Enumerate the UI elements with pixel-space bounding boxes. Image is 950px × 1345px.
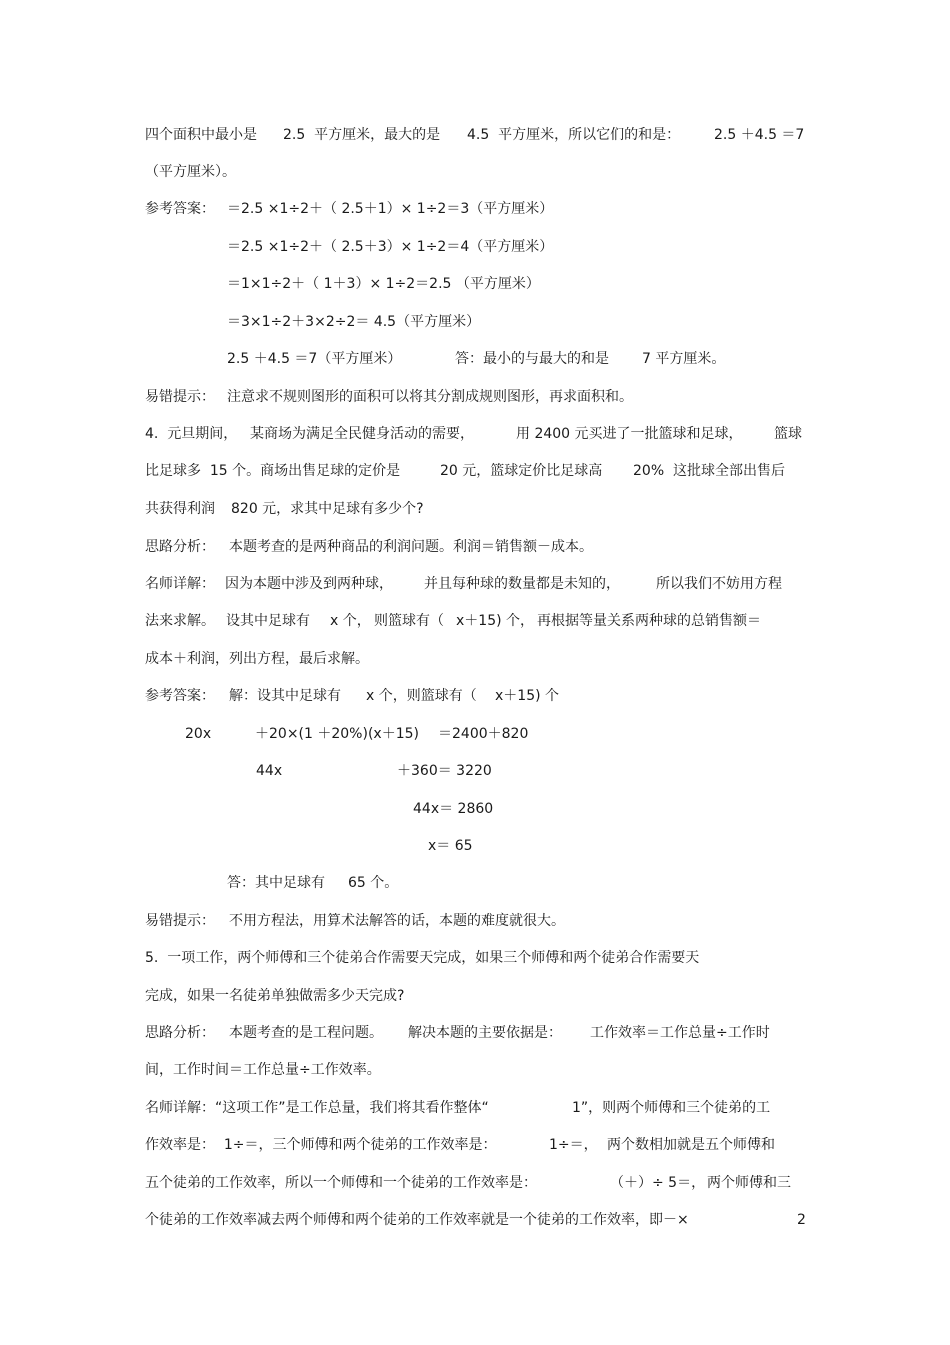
line-text: 五个徒弟的工作效率，所以一个师傅和一个徒弟的工作效率是： (145, 1175, 537, 1191)
line-text: 5. 一项工作，两个师傅和三个徒弟合作需要天完成，如果三个师傅和两个徒弟合作需要天 (145, 950, 700, 966)
text-line (0, 573, 950, 595)
line-text: 44x＝ 2860 (413, 801, 494, 817)
line-text: 共获得利润 (145, 501, 215, 517)
text-line (0, 1209, 950, 1231)
line-text: 注意求不规则图形的面积可以将其分割成规则图形，再求面积和。 (227, 389, 633, 405)
line-text: 用 2400 元买进了一批篮球和足球， (516, 426, 743, 442)
line-text: 两个数相加就是五个师傅和 (607, 1137, 775, 1153)
line-text: ＋20×(1 ＋20%)(x＋15) (255, 726, 419, 742)
line-text: 思路分析： (145, 1025, 215, 1041)
line-text: （平方厘米）。 (145, 164, 236, 180)
line-text: 某商场为满足全民健身活动的需要， (250, 426, 474, 442)
text-line (0, 386, 950, 408)
line-text: 设其中足球有 (226, 613, 310, 629)
line-text: 1÷＝， (549, 1137, 598, 1153)
text-line (0, 835, 950, 857)
line-text: 易错提示： (145, 389, 215, 405)
text-line (0, 1172, 950, 1194)
text-line (0, 760, 950, 782)
line-text: ＝3×1÷2＋3×2÷2＝ 4.5（平方厘米） (227, 314, 481, 330)
line-text: 2.5 ＋4.5 ＝7 (714, 127, 805, 143)
line-text: 思路分析： (145, 539, 215, 555)
text-line (0, 947, 950, 969)
text-line (0, 423, 950, 445)
text-line (0, 685, 950, 707)
text-line (0, 273, 950, 295)
line-text: x 个， (330, 613, 371, 629)
page-number: 2 (797, 1212, 806, 1228)
text-line (0, 460, 950, 482)
line-text: 作效率是： 1÷＝，三个师傅和两个徒弟的工作效率是： (145, 1137, 497, 1153)
line-text: 参考答案： (145, 688, 215, 704)
line-text: 20 元，篮球定价比足球高 (440, 463, 603, 479)
line-text: ＝1×1÷2＋（ 1＋3）× 1÷2＝2.5 （平方厘米） (227, 276, 540, 292)
line-text: 四个面积中最小是 (145, 127, 257, 143)
line-text: 法来求解。 (145, 613, 215, 629)
line-text: （＋）÷ 5＝， (610, 1175, 706, 1191)
line-text: 解决本题的主要依据是： (408, 1025, 562, 1041)
text-line (0, 1134, 950, 1156)
line-text: 4.5 平方厘米，所以它们的和是： (467, 127, 681, 143)
text-line (0, 985, 950, 1007)
line-text: 65 个。 (348, 875, 399, 891)
line-text: 本题考查的是两种商品的利润问题。利润＝销售额－成本。 (229, 539, 593, 555)
line-text: ＝2.5 ×1÷2＋（ 2.5＋1）× 1÷2＝3（平方厘米） (227, 201, 554, 217)
line-text: 解：设其中足球有 (229, 688, 341, 704)
text-line (0, 610, 950, 632)
line-text: x 个，则篮球有（ (366, 688, 477, 704)
text-line (0, 648, 950, 670)
text-line (0, 161, 950, 183)
text-line (0, 124, 950, 146)
line-text: 参考答案： (145, 201, 215, 217)
text-line (0, 348, 950, 370)
line-text: 间，工作时间＝工作总量÷工作效率。 (145, 1062, 381, 1078)
text-line (0, 311, 950, 333)
text-line (0, 1097, 950, 1119)
line-text: 再根据等量关系两种球的总销售额＝ (537, 613, 761, 629)
line-text: 所以我们不妨用方程 (656, 576, 782, 592)
line-text: 20% 这批球全部出售后 (633, 463, 786, 479)
line-text: 答：其中足球有 (227, 875, 325, 891)
line-text: 篮球 (774, 426, 802, 442)
line-text: 完成，如果一名徒弟单独做需多少天完成? (145, 988, 405, 1004)
line-text: 个徒弟的工作效率减去两个师傅和两个徒弟的工作效率就是一个徒弟的工作效率，即－× (145, 1212, 689, 1228)
line-text: 44x (256, 763, 283, 779)
line-text: 2.5 平方厘米，最大的是 (283, 127, 441, 143)
line-text: 20x (185, 726, 212, 742)
text-line (0, 910, 950, 932)
line-text: 两个师傅和三 (707, 1175, 791, 1191)
line-text: 820 元，求其中足球有多少个? (231, 501, 424, 517)
line-text: 7 平方厘米。 (642, 351, 726, 367)
line-text: 4. 元旦期间， (145, 426, 238, 442)
line-text: 并且每种球的数量都是未知的， (424, 576, 620, 592)
line-text: 比足球多 15 个。商场出售足球的定价是 (145, 463, 401, 479)
text-line (0, 1022, 950, 1044)
line-text: 易错提示： (145, 913, 215, 929)
line-text: ＝2.5 ×1÷2＋（ 2.5＋3）× 1÷2＝4（平方厘米） (227, 239, 554, 255)
text-line (0, 798, 950, 820)
text-line (0, 723, 950, 745)
line-text: 名师详解：“这项工作”是工作总量，我们将其看作整体“ (145, 1100, 489, 1116)
text-line (0, 1059, 950, 1081)
line-text: 工作效率＝工作总量÷工作时 (590, 1025, 770, 1041)
text-line (0, 498, 950, 520)
line-text: ＝2400＋820 (438, 726, 529, 742)
line-text: ＋360＝ 3220 (397, 763, 492, 779)
line-text: x＋15) 个， (456, 613, 535, 629)
text-line (0, 872, 950, 894)
line-text: 不用方程法，用算术法解答的话，本题的难度就很大。 (229, 913, 565, 929)
line-text: 因为本题中涉及到两种球， (225, 576, 393, 592)
line-text: 本题考查的是工程问题。 (229, 1025, 383, 1041)
line-text: 1”，则两个师傅和三个徒弟的工 (572, 1100, 771, 1116)
line-text: 名师详解： (145, 576, 215, 592)
text-line (0, 236, 950, 258)
text-line (0, 198, 950, 220)
line-text: x＝ 65 (428, 838, 473, 854)
text-line (0, 536, 950, 558)
line-text: 则篮球有（ (374, 613, 444, 629)
line-text: 答：最小的与最大的和是 (455, 351, 609, 367)
line-text: 成本＋利润，列出方程，最后求解。 (145, 651, 369, 667)
line-text: 2.5 ＋4.5 ＝7（平方厘米） (227, 351, 402, 367)
line-text: x＋15) 个 (495, 688, 560, 704)
